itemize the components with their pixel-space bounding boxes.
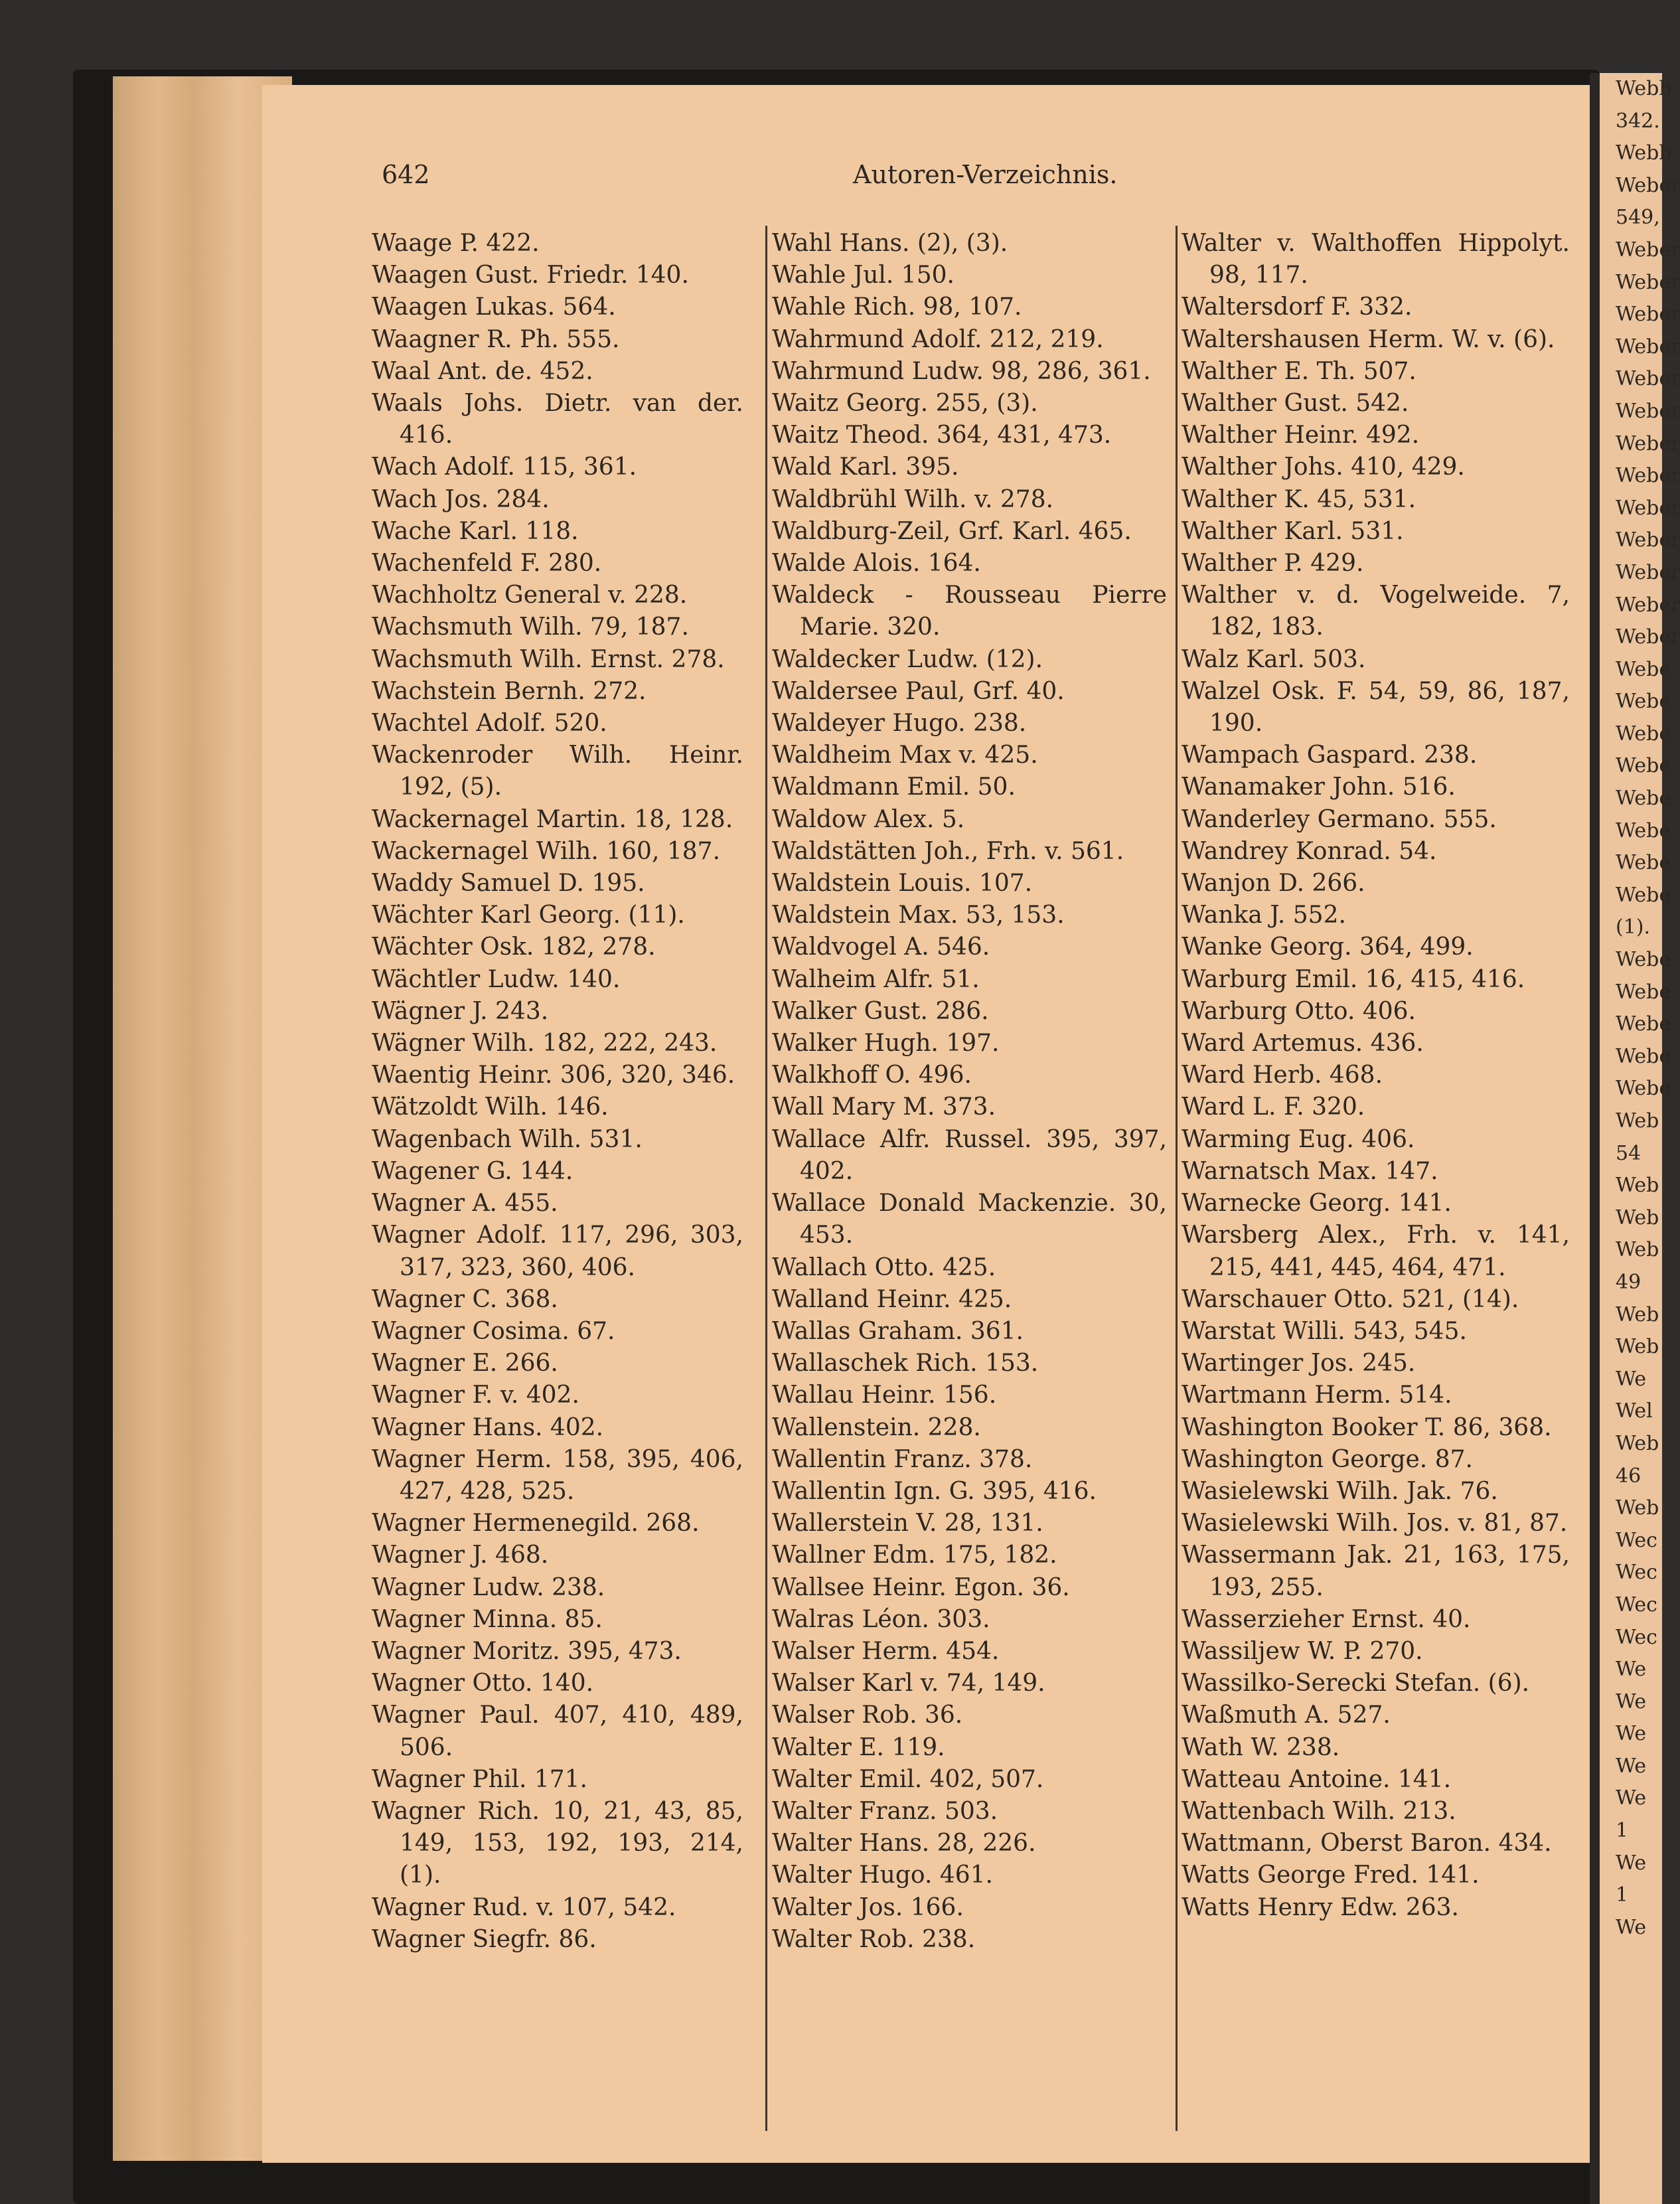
index-entry: Wallerstein V. 28, 131. <box>772 1510 1043 1537</box>
facing-page-fragment: Wec <box>1616 1528 1657 1552</box>
facing-page-fragment: Webe <box>1616 1077 1671 1101</box>
index-entry: Walheim Alfr. 51. <box>772 965 980 993</box>
facing-page-fragment: Webb <box>1616 77 1672 100</box>
index-entry: Walter Jos. 166. <box>772 1893 964 1921</box>
index-entry: Walther E. Th. 507. <box>1182 357 1416 385</box>
index-entry: Wackernagel Wilh. 160, 187. <box>372 837 721 865</box>
index-entry: Wandrey Konrad. 54. <box>1182 837 1437 865</box>
facing-page-fragment: Weber <box>1616 173 1680 197</box>
index-entry: Wagner Phil. 171. <box>372 1765 588 1793</box>
index-entry: Wallentin Franz. 378. <box>772 1445 1033 1473</box>
index-entry: Wächtler Ludw. 140. <box>372 965 621 993</box>
index-entry: Wattenbach Wilh. 213. <box>1182 1797 1456 1825</box>
index-entry: Wanjon D. 266. <box>1182 870 1365 898</box>
index-entry: Waagen Lukas. 564. <box>372 293 616 321</box>
index-entry: Ward Artemus. 436. <box>1182 1030 1424 1058</box>
index-entry: Waentig Heinr. 306, 320, 346. <box>372 1062 735 1089</box>
index-entry: Wanka J. 552. <box>1182 902 1346 929</box>
column-rule <box>1176 226 1178 2131</box>
index-entry: Wahle Rich. 98, 107. <box>772 293 1022 321</box>
index-entry: Walser Karl v. 74, 149. <box>772 1670 1045 1697</box>
index-entry: Wagner Hermenegild. 268. <box>372 1510 700 1537</box>
index-entry: Wallner Edm. 175, 182. <box>772 1541 1057 1569</box>
facing-page-fragment: Webe <box>1616 787 1671 811</box>
facing-page-fragment: Webe <box>1616 948 1671 972</box>
index-entry: Wallsee Heinr. Egon. 36. <box>772 1573 1070 1601</box>
facing-page-fragment: Weber <box>1616 399 1680 423</box>
index-entry: Warschauer Otto. 521, (14). <box>1182 1285 1519 1313</box>
index-entry: Waagner R. Ph. 555. <box>372 325 620 353</box>
facing-page-fragment: Weber <box>1616 593 1680 617</box>
index-column-3 <box>1182 228 1570 1924</box>
facing-page-fragment: Webe <box>1616 1012 1671 1036</box>
index-entry: Walter Franz. 503. <box>772 1797 998 1825</box>
index-entry: Warburg Emil. 16, 415, 416. <box>1182 965 1525 993</box>
facing-page-fragment: 549, <box>1616 206 1660 230</box>
index-entry: Wallaschek Rich. 153. <box>772 1350 1039 1378</box>
index-entry: Walz Karl. 503. <box>1182 645 1366 673</box>
index-entry: Waitz Georg. 255, (3). <box>772 390 1038 418</box>
index-entry: Wagner J. 468. <box>372 1541 549 1569</box>
index-entry: Wachtel Adolf. 520. <box>372 710 607 738</box>
column-rule <box>765 226 767 2131</box>
index-entry: Warming Eug. 406. <box>1182 1125 1415 1153</box>
index-entry: Wath W. 238. <box>1182 1733 1340 1761</box>
index-entry: Walker Hugh. 197. <box>772 1030 1000 1058</box>
facing-page-fragment: Weber <box>1616 432 1680 455</box>
index-entry: Watteau Antoine. 141. <box>1182 1765 1452 1793</box>
index-entry: Wächter Osk. 182, 278. <box>372 933 656 961</box>
index-entry: Wachstein Bernh. 272. <box>372 677 647 705</box>
index-entry: Walter Emil. 402, 507. <box>772 1765 1044 1793</box>
facing-page-fragment: We <box>1616 1851 1647 1875</box>
index-entry: Wagner Paul. 407, 410, 489, 506. <box>372 1701 743 1761</box>
index-entry: Wagner A. 455. <box>372 1190 558 1218</box>
index-entry: Wach Adolf. 115, 361. <box>372 453 637 481</box>
facing-page-fragment: Weber <box>1616 335 1680 358</box>
index-entry: Wallas Graham. 361. <box>772 1317 1024 1345</box>
index-entry: Walzel Osk. F. 54, 59, 86, 187, 190. <box>1182 677 1570 738</box>
index-entry: Wagner Rich. 10, 21, 43, 85, 149, 153, 192, 193, 214, (1). <box>372 1797 743 1889</box>
facing-page-fragment: We <box>1616 1367 1647 1391</box>
index-entry: Wächter Karl Georg. (11). <box>372 902 685 929</box>
index-entry: Waldstätten Joh., Frh. v. 561. <box>772 837 1124 865</box>
index-entry: Wanke Georg. 364, 499. <box>1182 933 1474 961</box>
index-entry: Waltersdorf F. 332. <box>1182 293 1413 321</box>
facing-page-fragment: Web <box>1616 1109 1659 1133</box>
facing-page-fragment: We <box>1616 1786 1647 1810</box>
index-entry: Wagner Herm. 158, 395, 406, 427, 428, 525. <box>372 1445 743 1505</box>
index-entry: Waal Ant. de. 452. <box>372 357 593 385</box>
index-entry: Walter E. 119. <box>772 1733 945 1761</box>
facing-page-fragment: Web <box>1616 1496 1659 1520</box>
facing-page-fragment: Weber <box>1616 270 1680 294</box>
facing-page-fragment: Web <box>1616 1302 1659 1326</box>
index-entry: Wahle Jul. 150. <box>772 262 955 289</box>
index-entry: Wallace Donald Mackenzie. 30, 453. <box>772 1190 1167 1249</box>
index-entry: Waldecker Ludw. (12). <box>772 645 1043 673</box>
index-entry: Wahrmund Ludw. 98, 286, 361. <box>772 357 1151 385</box>
index-entry: Waldeyer Hugo. 238. <box>772 710 1027 738</box>
index-entry: Waldstein Max. 53, 153. <box>772 902 1065 929</box>
facing-page-fragment: Weber <box>1616 560 1680 584</box>
facing-page-edge <box>1600 73 1680 2204</box>
index-entry: Wagner Minna. 85. <box>372 1605 603 1633</box>
index-entry: Walter Rob. 238. <box>772 1925 976 1953</box>
facing-page-fragment: Weber <box>1616 528 1680 552</box>
facing-page-fragment: 49 <box>1616 1270 1642 1294</box>
index-entry: Wägner J. 243. <box>372 997 549 1025</box>
facing-page-fragment: Web <box>1616 1174 1659 1198</box>
index-entry: Waldersee Paul, Grf. 40. <box>772 677 1065 705</box>
index-entry: Walter Hans. 28, 226. <box>772 1830 1036 1857</box>
facing-page-fragment: 1 <box>1616 1883 1629 1907</box>
index-entry: Wagner Moritz. 395, 473. <box>372 1637 682 1665</box>
facing-page-fragment: Webe <box>1616 883 1671 907</box>
facing-page-fragment: Web <box>1616 1431 1659 1455</box>
index-entry: Wattmann, Oberst Baron. 434. <box>1182 1830 1552 1857</box>
index-entry: Wagner F. v. 402. <box>372 1381 579 1409</box>
index-entry: Waldbrühl Wilh. v. 278. <box>772 485 1054 513</box>
index-entry: Walland Heinr. 425. <box>772 1285 1012 1313</box>
index-entry: Wanderley Germano. 555. <box>1182 805 1497 833</box>
index-entry: Ward Herb. 468. <box>1182 1062 1383 1089</box>
index-entry: Waldvogel A. 546. <box>772 933 990 961</box>
index-entry: Waals Johs. Dietr. van der. 416. <box>372 390 743 449</box>
facing-page-fragment: 54 <box>1616 1141 1642 1165</box>
facing-page-fragment: Wec <box>1616 1561 1657 1585</box>
facing-page-fragment: Wec <box>1616 1625 1657 1649</box>
facing-page-fragment: Weber <box>1616 367 1680 391</box>
index-entry: Wachsmuth Wilh. 79, 187. <box>372 613 689 641</box>
index-entry: Wallentin Ign. G. 395, 416. <box>772 1477 1097 1505</box>
facing-page-fragment: Webe <box>1616 1044 1671 1068</box>
facing-page-fragment: Webe <box>1616 657 1671 681</box>
index-entry: Warburg Otto. 406. <box>1182 997 1416 1025</box>
facing-page-fragment: Weber <box>1616 238 1680 262</box>
index-entry: Watts George Fred. 141. <box>1182 1861 1480 1889</box>
index-entry: Wätzoldt Wilh. 146. <box>372 1093 609 1121</box>
index-entry: Wassiljew W. P. 270. <box>1182 1637 1423 1665</box>
facing-page-fragment: Wel <box>1616 1399 1653 1423</box>
facing-page-fragment: Webe <box>1616 851 1671 875</box>
facing-page-fragment: 46 <box>1616 1464 1642 1488</box>
index-entry: Wartmann Herm. 514. <box>1182 1381 1452 1409</box>
index-entry: Waddy Samuel D. 195. <box>372 870 645 898</box>
index-entry: Walde Alois. 164. <box>772 550 981 578</box>
index-entry: Wallenstein. 228. <box>772 1413 981 1441</box>
index-entry: Walter Hugo. 461. <box>772 1861 993 1889</box>
index-entry: Waldstein Louis. 107. <box>772 870 1033 898</box>
index-entry: Wartinger Jos. 245. <box>1182 1350 1416 1378</box>
facing-page-fragment: 1 <box>1616 1819 1629 1843</box>
index-entry: Wasielewski Wilh. Jak. 76. <box>1182 1477 1498 1505</box>
index-entry: Waldow Alex. 5. <box>772 805 965 833</box>
index-entry: Wach Jos. 284. <box>372 485 550 513</box>
page-number: 642 <box>382 160 430 189</box>
index-entry: Warsberg Alex., Frh. v. 141, 215, 441, 445, 464, 471. <box>1182 1221 1570 1281</box>
index-entry: Watts Henry Edw. 263. <box>1182 1893 1459 1921</box>
index-column-2 <box>772 228 1167 1956</box>
facing-page-fragment: We <box>1616 1915 1647 1939</box>
index-entry: Waldburg-Zeil, Grf. Karl. 465. <box>772 517 1132 545</box>
index-entry: Wasserzieher Ernst. 40. <box>1182 1605 1471 1633</box>
index-entry: Wallau Heinr. 156. <box>772 1381 997 1409</box>
facing-page-fragment: Webe <box>1616 819 1671 842</box>
index-entry: Wachholtz General v. 228. <box>372 582 688 609</box>
index-entry: Wackernagel Martin. 18, 128. <box>372 805 733 833</box>
facing-page-fragment: Web <box>1616 1335 1659 1359</box>
facing-page-fragment: Weber <box>1616 496 1680 520</box>
index-entry: Wache Karl. 118. <box>372 517 579 545</box>
facing-page-fragment: Weber <box>1616 625 1680 649</box>
index-entry: Waldheim Max v. 425. <box>772 742 1038 769</box>
index-entry: Walker Gust. 286. <box>772 997 989 1025</box>
index-entry: Wachenfeld F. 280. <box>372 550 602 578</box>
index-entry: Wagner Cosima. 67. <box>372 1317 615 1345</box>
index-entry: Wasielewski Wilh. Jos. v. 81, 87. <box>1182 1510 1568 1537</box>
index-entry: Walther Heinr. 492. <box>1182 422 1420 449</box>
index-entry: Wald Karl. 395. <box>772 453 959 481</box>
index-entry: Waßmuth A. 527. <box>1182 1701 1391 1729</box>
index-entry: Walser Rob. 36. <box>772 1701 963 1729</box>
facing-page-fragment: (1). <box>1616 915 1651 939</box>
index-entry: Wägner Wilh. 182, 222, 243. <box>372 1030 718 1058</box>
index-entry: Walther Gust. 542. <box>1182 390 1409 418</box>
facing-page-fragment: We <box>1616 1754 1647 1778</box>
running-title: Autoren-Verzeichnis. <box>853 160 1118 189</box>
index-entry: Wassilko-Serecki Stefan. (6). <box>1182 1670 1530 1697</box>
index-entry: Wanamaker John. 516. <box>1182 773 1456 801</box>
index-entry: Walras Léon. 303. <box>772 1605 990 1633</box>
index-entry: Waldmann Emil. 50. <box>772 773 1016 801</box>
facing-page-fragment: We <box>1616 1690 1647 1713</box>
index-entry: Wagenbach Wilh. 531. <box>372 1125 643 1153</box>
facing-page-fragment: Web <box>1616 1238 1659 1262</box>
index-entry: Wall Mary M. 373. <box>772 1093 996 1121</box>
index-entry: Wagner Hans. 402. <box>372 1413 604 1441</box>
index-entry: Walther P. 429. <box>1182 550 1364 578</box>
index-entry: Waage P. 422. <box>372 230 540 257</box>
facing-page-fragment: Wec <box>1616 1593 1657 1616</box>
index-entry: Washington Booker T. 86, 368. <box>1182 1413 1552 1441</box>
index-entry: Walkhoff O. 496. <box>772 1062 972 1089</box>
index-entry: Warnatsch Max. 147. <box>1182 1157 1438 1185</box>
facing-page-fragment: Webb <box>1616 141 1672 165</box>
index-entry: Waitz Theod. 364, 431, 473. <box>772 422 1112 449</box>
facing-page-fragment: Webe <box>1616 754 1671 778</box>
facing-page-fragment: We <box>1616 1722 1647 1746</box>
index-entry: Warstat Willi. 543, 545. <box>1182 1317 1467 1345</box>
index-entry: Walther Karl. 531. <box>1182 517 1404 545</box>
facing-page-fragment: Web <box>1616 1206 1659 1229</box>
index-entry: Wachsmuth Wilh. Ernst. 278. <box>372 645 725 673</box>
facing-page-fragment: We <box>1616 1658 1647 1682</box>
index-entry: Wagner Siegfr. 86. <box>372 1925 597 1953</box>
index-entry: Waagen Gust. Friedr. 140. <box>372 262 689 289</box>
facing-page-fragment: Webe <box>1616 690 1671 714</box>
index-entry: Wassermann Jak. 21, 163, 175, 193, 255. <box>1182 1541 1570 1601</box>
index-entry: Washington George. 87. <box>1182 1445 1473 1473</box>
index-entry: Wallace Alfr. Russel. 395, 397, 402. <box>772 1125 1167 1185</box>
index-entry: Walther K. 45, 531. <box>1182 485 1416 513</box>
index-entry: Wagner C. 368. <box>372 1285 558 1313</box>
index-entry: Warnecke Georg. 141. <box>1182 1190 1452 1218</box>
index-entry: Waltershausen Herm. W. v. (6). <box>1182 325 1555 353</box>
facing-page-fragment: Weber <box>1616 464 1680 488</box>
facing-page-fragment: 342. <box>1616 109 1660 133</box>
index-entry: Wahrmund Adolf. 212, 219. <box>772 325 1104 353</box>
book-page <box>262 85 1590 2163</box>
index-entry: Walser Herm. 454. <box>772 1637 1000 1665</box>
index-entry: Wampach Gaspard. 238. <box>1182 742 1478 769</box>
index-entry: Wagner E. 266. <box>372 1350 558 1378</box>
facing-page-fragment: Webe <box>1616 980 1671 1004</box>
index-entry: Walter v. Walthoffen Hippolyt. 98, 117. <box>1182 230 1570 289</box>
index-entry: Wagner Adolf. 117, 296, 303, 317, 323, 360, 406. <box>372 1221 743 1281</box>
index-entry: Wackenroder Wilh. Heinr. 192, (5). <box>372 742 743 801</box>
index-entry: Wallach Otto. 425. <box>772 1253 996 1281</box>
index-entry: Wagener G. 144. <box>372 1157 573 1185</box>
index-entry: Wahl Hans. (2), (3). <box>772 230 1008 257</box>
index-entry: Waldeck - Rousseau Pierre Marie. 320. <box>772 582 1167 641</box>
index-entry: Walther v. d. Vogelweide. 7, 182, 183. <box>1182 582 1570 641</box>
index-entry: Wagner Ludw. 238. <box>372 1573 605 1601</box>
index-column-1 <box>372 228 743 1956</box>
index-entry: Walther Johs. 410, 429. <box>1182 453 1465 481</box>
facing-page-fragment: Weber <box>1616 303 1680 327</box>
index-entry: Wagner Otto. 140. <box>372 1670 594 1697</box>
index-entry: Ward L. F. 320. <box>1182 1093 1365 1121</box>
facing-page-fragment: Webe <box>1616 722 1671 746</box>
index-entry: Wagner Rud. v. 107, 542. <box>372 1893 676 1921</box>
